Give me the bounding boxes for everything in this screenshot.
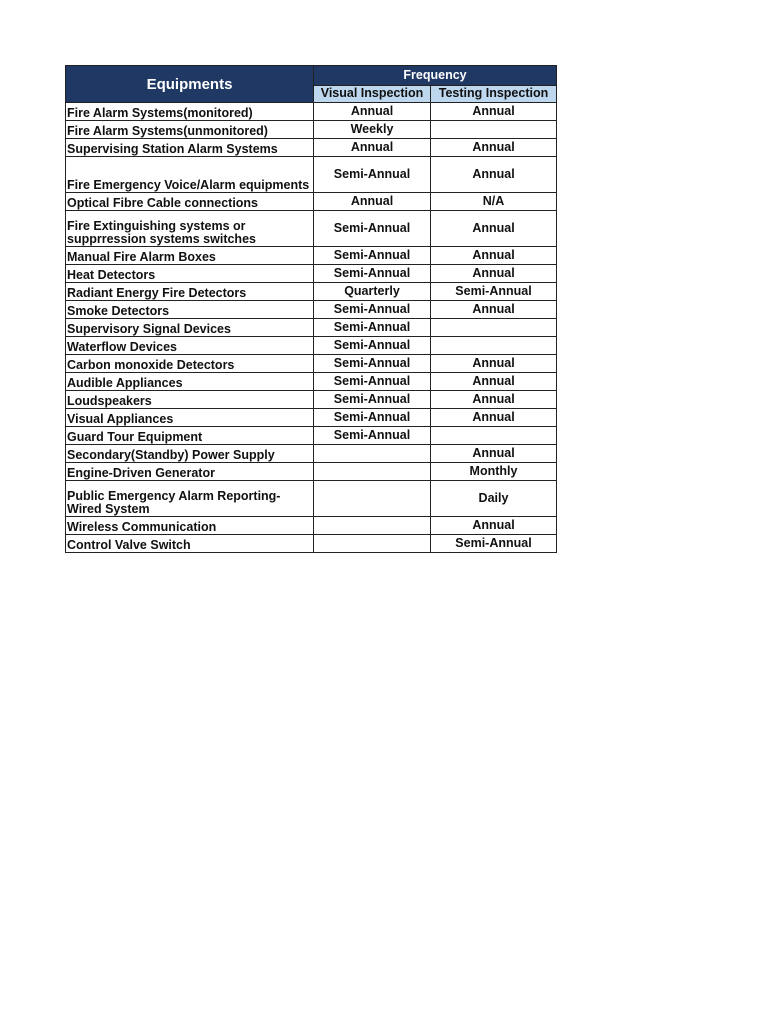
testing-frequency-cell: Semi-Annual (431, 283, 557, 301)
equipment-name-cell: Loudspeakers (66, 391, 314, 409)
equipment-name-cell: Audible Appliances (66, 373, 314, 391)
table-row (66, 517, 557, 535)
testing-frequency-cell: Annual (431, 139, 557, 157)
visual-frequency-cell: Semi-Annual (314, 157, 431, 193)
testing-frequency-cell: N/A (431, 193, 557, 211)
inspection-frequency-table (65, 65, 557, 553)
visual-frequency-cell: Annual (314, 193, 431, 211)
testing-frequency-cell: Annual (431, 355, 557, 373)
equipments-header: Equipments (66, 66, 314, 103)
visual-frequency-cell: Annual (314, 139, 431, 157)
testing-frequency-cell: Annual (431, 409, 557, 427)
table-row (66, 247, 557, 265)
equipment-name-cell: Engine-Driven Generator (66, 463, 314, 481)
equipment-name-cell: Manual Fire Alarm Boxes (66, 247, 314, 265)
testing-frequency-cell: Daily (431, 481, 557, 517)
table-row (66, 373, 557, 391)
testing-frequency-cell: Annual (431, 265, 557, 283)
table-row (66, 265, 557, 283)
visual-frequency-cell: Quarterly (314, 283, 431, 301)
visual-frequency-cell: Semi-Annual (314, 265, 431, 283)
table-row (66, 391, 557, 409)
visual-frequency-cell: Semi-Annual (314, 337, 431, 355)
visual-frequency-cell: Weekly (314, 121, 431, 139)
testing-frequency-cell (431, 427, 557, 445)
equipment-name-cell: Heat Detectors (66, 265, 314, 283)
testing-frequency-cell: Annual (431, 157, 557, 193)
visual-frequency-cell (314, 463, 431, 481)
testing-frequency-cell (431, 121, 557, 139)
testing-frequency-cell: Annual (431, 445, 557, 463)
visual-frequency-cell (314, 517, 431, 535)
visual-frequency-cell: Semi-Annual (314, 301, 431, 319)
testing-frequency-cell: Annual (431, 103, 557, 121)
visual-frequency-cell: Semi-Annual (314, 391, 431, 409)
equipment-name-cell: Radiant Energy Fire Detectors (66, 283, 314, 301)
visual-frequency-cell: Semi-Annual (314, 355, 431, 373)
table-row (66, 337, 557, 355)
equipment-name-cell: Control Valve Switch (66, 535, 314, 553)
visual-frequency-cell: Semi-Annual (314, 427, 431, 445)
testing-frequency-cell: Annual (431, 391, 557, 409)
table-row (66, 301, 557, 319)
table-row (66, 319, 557, 337)
testing-frequency-cell: Annual (431, 211, 557, 247)
equipment-name-cell: Supervisory Signal Devices (66, 319, 314, 337)
table-row (66, 139, 557, 157)
testing-frequency-cell: Annual (431, 301, 557, 319)
table-row (66, 283, 557, 301)
equipment-name-cell: Fire Alarm Systems(unmonitored) (66, 121, 314, 139)
table-row (66, 121, 557, 139)
equipment-name-cell: Guard Tour Equipment (66, 427, 314, 445)
table-row (66, 463, 557, 481)
frequency-header: Frequency (314, 66, 557, 86)
equipment-name-cell: Wireless Communication (66, 517, 314, 535)
visual-frequency-cell (314, 445, 431, 463)
testing-frequency-cell: Annual (431, 373, 557, 391)
testing-frequency-cell (431, 337, 557, 355)
visual-frequency-cell: Semi-Annual (314, 319, 431, 337)
testing-frequency-cell (431, 319, 557, 337)
table-row (66, 157, 557, 193)
equipment-name-cell: Smoke Detectors (66, 301, 314, 319)
table-row (66, 427, 557, 445)
visual-frequency-cell: Semi-Annual (314, 247, 431, 265)
testing-frequency-cell: Monthly (431, 463, 557, 481)
visual-frequency-cell (314, 535, 431, 553)
testing-inspection-header: Testing Inspection (431, 85, 557, 102)
table-row (66, 409, 557, 427)
equipment-name-cell: Optical Fibre Cable connections (66, 193, 314, 211)
equipment-name-cell: Carbon monoxide Detectors (66, 355, 314, 373)
visual-frequency-cell: Annual (314, 103, 431, 121)
visual-frequency-cell: Semi-Annual (314, 211, 431, 247)
equipment-name-cell: Fire Alarm Systems(monitored) (66, 103, 314, 121)
equipment-name-cell: Supervising Station Alarm Systems (66, 139, 314, 157)
visual-frequency-cell: Semi-Annual (314, 409, 431, 427)
table-row (66, 103, 557, 121)
table-row (66, 193, 557, 211)
equipment-name-cell: Waterflow Devices (66, 337, 314, 355)
visual-inspection-header: Visual Inspection (314, 85, 431, 102)
table-row (66, 355, 557, 373)
equipment-name-cell: Fire Extinguishing systems or supprression systems switches (66, 211, 314, 247)
table-row (66, 481, 557, 517)
testing-frequency-cell: Annual (431, 247, 557, 265)
testing-frequency-cell: Semi-Annual (431, 535, 557, 553)
equipment-name-cell: Fire Emergency Voice/Alarm equipments (66, 157, 314, 193)
table-row (66, 535, 557, 553)
visual-frequency-cell: Semi-Annual (314, 373, 431, 391)
equipment-name-cell: Visual Appliances (66, 409, 314, 427)
equipment-name-cell: Secondary(Standby) Power Supply (66, 445, 314, 463)
equipment-name-cell: Public Emergency Alarm Reporting- Wired System (66, 481, 314, 517)
table-row (66, 445, 557, 463)
table-row (66, 211, 557, 247)
testing-frequency-cell: Annual (431, 517, 557, 535)
visual-frequency-cell (314, 481, 431, 517)
